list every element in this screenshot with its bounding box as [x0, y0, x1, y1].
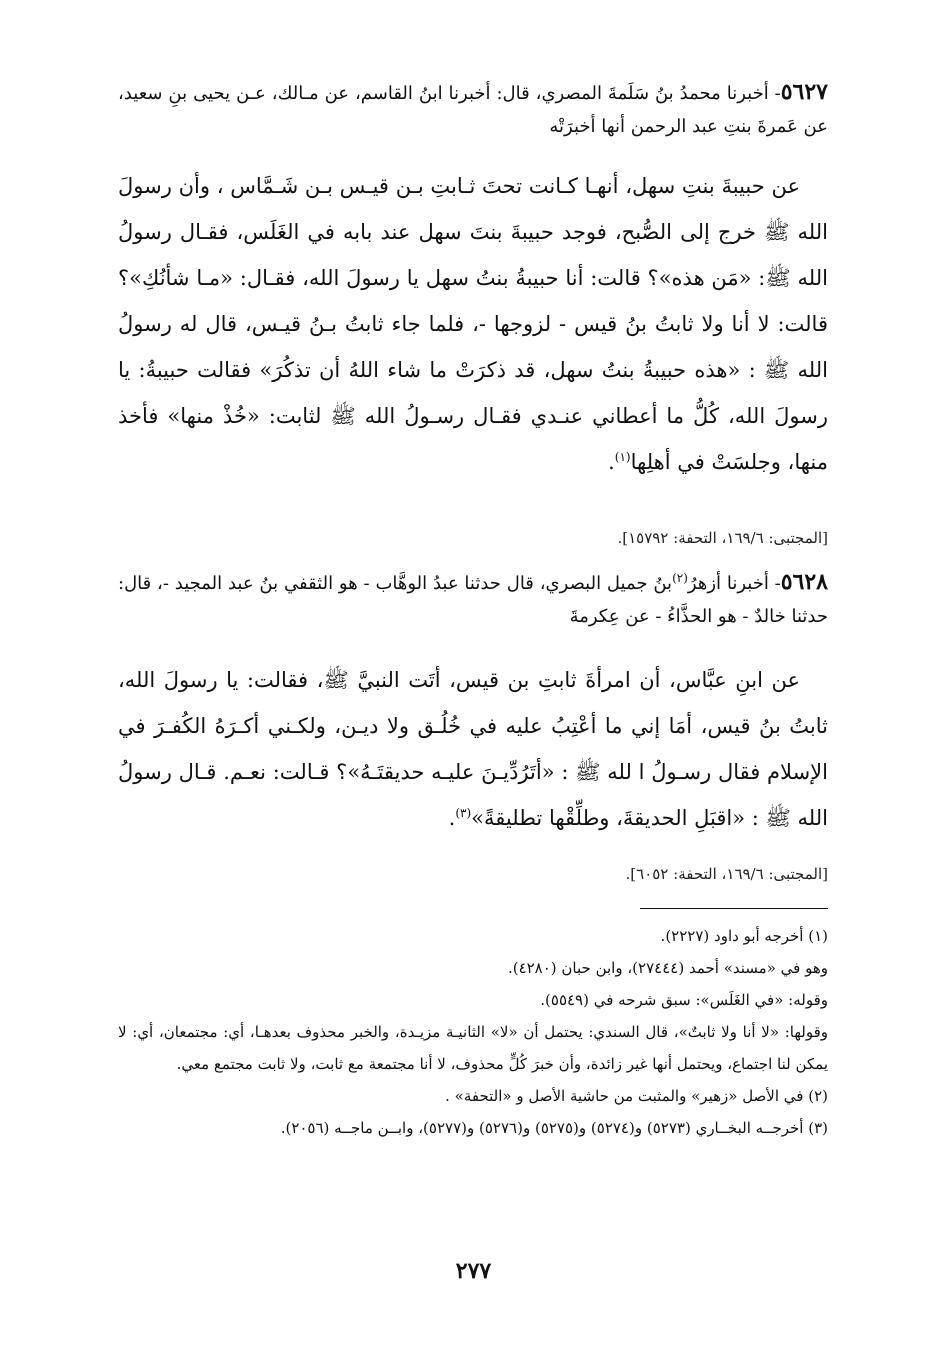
- footnote-ref-3[interactable]: (٣): [455, 806, 472, 820]
- hadith-5627-isnad-text: - أخبرنا محمدُ بنُ سَلَمةَ المصري، قال: أخبرنا ابنُ القاسم، عن مـالك، عـن يحيى بنِ سعيد، عن عَمرةَ بنتِ عبد الرحمن أنها أخبرَتْه: [118, 83, 828, 137]
- hadith-5627-number: ٥٦٢٧: [780, 79, 828, 105]
- footnote-ref-1[interactable]: (١): [614, 450, 631, 464]
- hadith-5628-number: ٥٦٢٨: [780, 569, 828, 595]
- hadith-5628-isnad: [118, 566, 828, 633]
- hadith-5627-reference: [المجتبى: ١٦٩/٦، التحفة: ١٥٧٩٢].: [617, 529, 828, 547]
- footnotes: [118, 920, 828, 1144]
- footnote-1-sindi: وقولها: «لا أنا ولا ثابتٌ»، قال السندي: يحتمل أن «لا» الثانيـة مزيـدة، والخبر محذوف بعدهـا، أي: مجتمعان، أي: لا يمكن لنا اجتماع، ويحتمل أنها غير زائدة، وأن خبرَ كُلٍّ محذوف، لا أنا مجتمعة مع ثابت، ولا ثابت مجتمع معي.: [118, 1023, 828, 1073]
- hadith-5627-matn-text: عن حبيبةَ بنتِ سهل، أنهـا كـانت تحتَ ثـابتِ بـن قيـس بـن شَـمَّاس ، وأن رسولَ الله ﷺ خرج إلى الصُّبح، فوجد حبيبةَ بنتَ سهل عند بابه في الغَلَس، فقـال رسولُ الله ﷺ: «مَن هذه»؟ قالت: أنا حبيبةُ بنتُ سهل يا رسولَ الله، فقـال: «مـا شأنُكِ»؟ قالت: لا أنا ولا ثابتُ بنُ قيس - لزوجها -، فلما جاء ثابتُ بـنُ قيـس، قال له رسولُ الله ﷺ : «هذه حبيبةُ بنتُ سهل، قد ذكرَتْ ما شاء اللهُ أن تذكُرَ» فقالت حبيبةُ: يا رسولَ الله، كُلُّ ما أعطاني عنـدي فقـال رسـولُ الله ﷺ لثابت: «خُذْ منها» فأخذ منها، وجلسَتْ في أهلِها: [118, 174, 828, 474]
- footnote-1-musnad: وهو في «مسند» أحمد (٢٧٤٤٤)، وابن حبان (٤٢٨٠).: [507, 959, 828, 977]
- hadith-5628-reference: [المجتبى: ١٦٩/٦، التحفة: ٦٠٥٢].: [625, 865, 828, 883]
- footnote-separator: [640, 908, 828, 909]
- footnote-1: (١) أخرجه أبو داود (٢٢٢٧).: [660, 927, 828, 945]
- hadith-5627-matn: [118, 163, 828, 485]
- hadith-5628-isnad-text-a: - أخبرنا أزهرُ: [687, 573, 781, 594]
- hadith-5628-matn-text: عن ابنِ عبَّاس، أن امرأةَ ثابتِ بن قيس، أتَت النبيَّ ﷺ، فقالت: يا رسولَ الله، ثابتُ بنُ قيس، أمَا إني ما أعْتِبُ عليه في خُلُـق ولا ديـن، ولكـني أكـرَهُ الكُفـرَ في الإسلام فقال رسـولُ ا لله ﷺ : «أتَرُدِّيـنَ عليـه حديقتَـهُ»؟ قـالت: نعـم. قـال رسولُ الله ﷺ : «اقبَلِ الحديقةَ، وطلِّقْها تطليقةً»: [118, 668, 828, 830]
- hadith-5627-matn-end: .: [608, 450, 615, 474]
- hadith-5627-isnad: [118, 76, 828, 143]
- page-number: ٢٧٧: [455, 1258, 492, 1284]
- footnote-ref-2[interactable]: (٢): [672, 571, 688, 585]
- footnote-1-ghalas: وقوله: «في الغَلَس»: سبق شرحه في (٥٥٤٩).: [540, 991, 828, 1009]
- footnote-2: (٢) في الأصل «زهير» والمثبت من حاشية الأصل و «التحفة» .: [445, 1087, 828, 1105]
- hadith-5628-matn-end: .: [448, 806, 456, 830]
- footnote-3: (٣) أخرجــه البخــاري (٥٢٧٣) و(٥٢٧٤) و(٥٢٧٥) و(٥٢٧٦) و(٥٢٧٧)، وابــن ماجــه (٢٠٥٦).: [280, 1119, 828, 1137]
- hadith-5628-isnad-text-b: بنُ جميل البصري، قال حدثنا عبدُ الوهَّاب - هو الثقفي بنُ عبد المجيد -، قال: حدثنا خالدٌ - هو الحذَّاءُ - عن عِكرمةَ: [118, 573, 828, 627]
- hadith-5628-matn: [118, 657, 828, 841]
